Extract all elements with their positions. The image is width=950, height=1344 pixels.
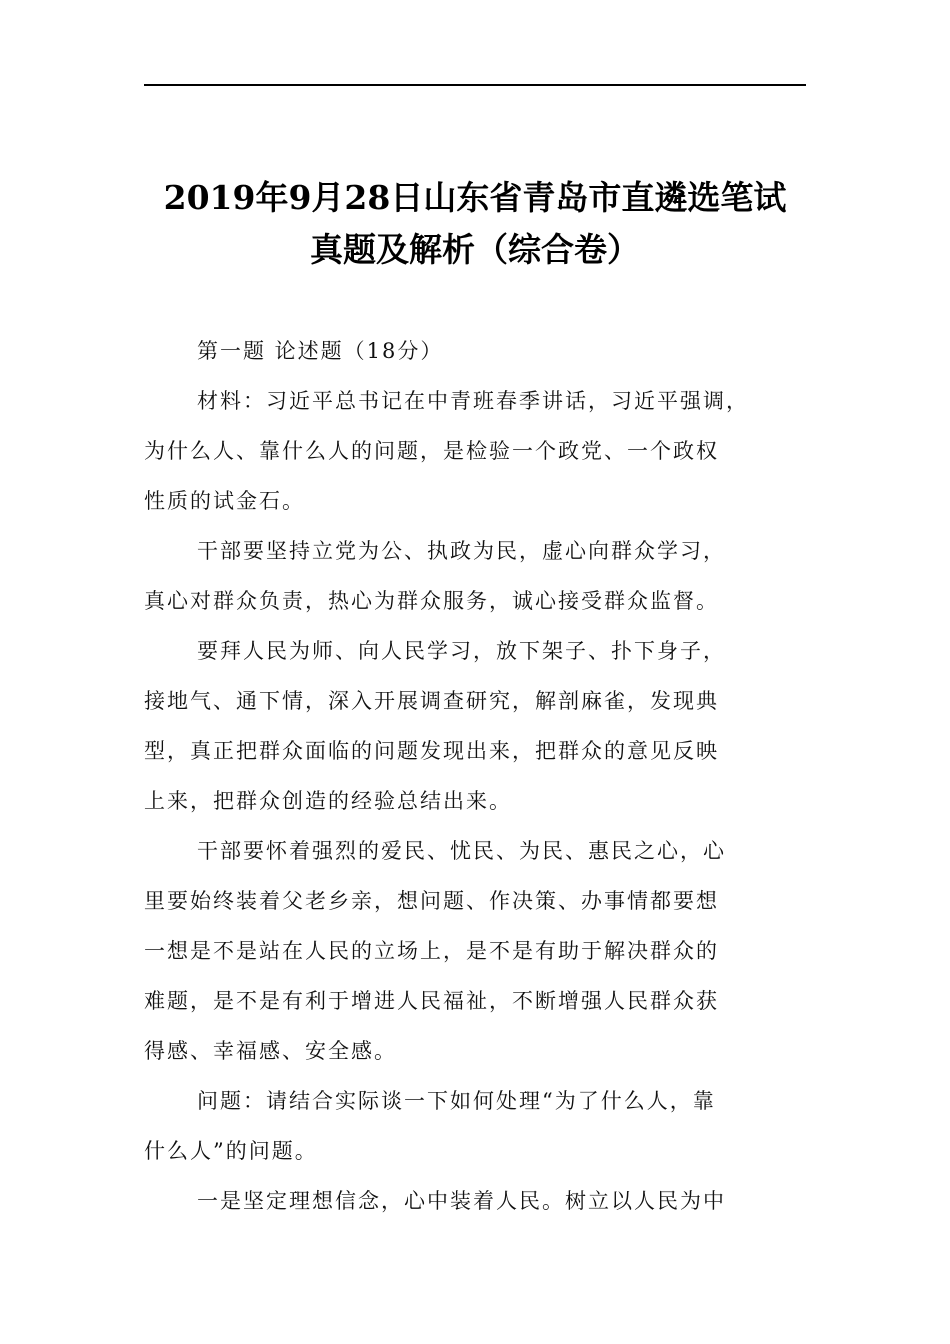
text-line: 一想是不是站在人民的立场上，是不是有助于解决群众的 xyxy=(144,939,719,963)
text-line: 干部要坚持立党为公、执政为民，虚心向群众学习， xyxy=(197,539,726,563)
paragraph-question xyxy=(144,1076,806,1176)
text-line: 接地气、通下情，深入开展调查研究，解剖麻雀，发现典 xyxy=(144,689,719,713)
text-line: 性质的试金石。 xyxy=(144,489,305,513)
paragraph xyxy=(144,826,806,1076)
text-line: 一是坚定理想信念，心中装着人民。树立以人民为中 xyxy=(197,1189,726,1213)
header-rule xyxy=(144,84,806,86)
section-heading xyxy=(144,326,806,376)
text-line: 难题，是不是有利于增进人民福祉，不断增强人民群众获 xyxy=(144,989,719,1013)
text-line: 上来，把群众创造的经验总结出来。 xyxy=(144,789,512,813)
paragraph xyxy=(144,526,806,626)
text-line: 材料：习近平总书记在中青班春季讲话，习近平强调， xyxy=(197,389,749,413)
text-line: 第一题 论述题（18分） xyxy=(197,339,444,363)
text-line: 要拜人民为师、向人民学习，放下架子、扑下身子， xyxy=(197,639,726,663)
text-line: 型，真正把群众面临的问题发现出来，把群众的意见反映 xyxy=(144,739,719,763)
paragraph-material-intro xyxy=(144,376,806,526)
paragraph xyxy=(144,626,806,826)
paragraph-answer xyxy=(144,1176,806,1226)
document-body xyxy=(144,326,806,1226)
title-line: 真题及解析（综合卷） xyxy=(310,230,640,269)
text-line: 什么人”的问题。 xyxy=(144,1139,318,1163)
text-line: 得感、幸福感、安全感。 xyxy=(144,1039,397,1063)
text-line: 真心对群众负责，热心为群众服务，诚心接受群众监督。 xyxy=(144,589,719,613)
text-line: 里要始终装着父老乡亲，想问题、作决策、办事情都要想 xyxy=(144,889,719,913)
document-title xyxy=(144,172,806,276)
text-line: 问题：请结合实际谈一下如何处理“为了什么人，靠 xyxy=(197,1089,716,1113)
title-line: 2019年9月28日山东省青岛市直遴选笔试 xyxy=(163,178,787,217)
text-line: 干部要怀着强烈的爱民、忧民、为民、惠民之心，心 xyxy=(197,839,726,863)
text-line: 为什么人、靠什么人的问题，是检验一个政党、一个政权 xyxy=(144,439,719,463)
